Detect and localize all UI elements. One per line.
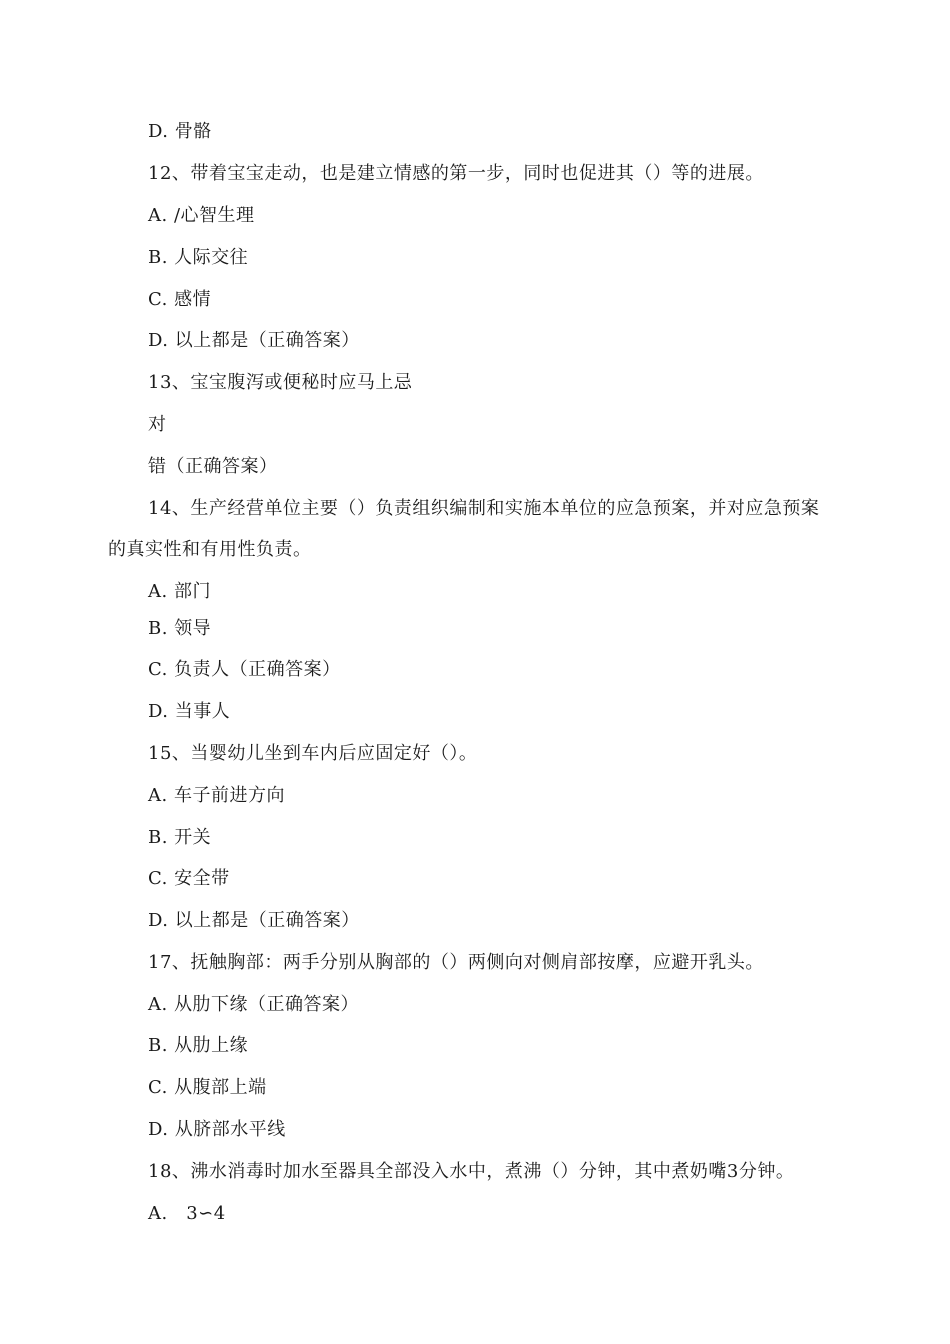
q17-option-a: A. 从肋下缘（正确答案）	[148, 994, 359, 1015]
q14-option-b: B. 领导	[148, 618, 212, 639]
q17-question: 17、抚触胸部：两手分别从胸部的（）两侧向对侧肩部按摩，应避开乳头。	[148, 952, 764, 973]
q11-option-d: D. 骨骼	[148, 121, 212, 142]
q12-option-d: D. 以上都是（正确答案）	[148, 330, 360, 351]
q15-option-a: A. 车子前进方向	[148, 785, 285, 806]
q14-option-c: C. 负责人（正确答案）	[148, 659, 341, 680]
q14-question: 14、生产经营单位主要（）负责组织编制和实施本单位的应急预案，并对应急预案	[148, 498, 820, 519]
q18-option-a: A. 3∽4	[148, 1203, 226, 1224]
q18-question: 18、沸水消毒时加水至器具全部没入水中，煮沸（）分钟，其中煮奶嘴3分钟。	[148, 1161, 795, 1182]
q17-option-b: B. 从肋上缘	[148, 1035, 249, 1056]
q17-option-c: C. 从腹部上端	[148, 1077, 267, 1098]
q14-option-d: D. 当事人	[148, 701, 231, 722]
q15-question: 15、当婴幼儿坐到车内后应固定好（）。	[148, 743, 478, 764]
q14-option-a: A. 部门	[148, 581, 211, 602]
q13-option-false: 错（正确答案）	[148, 456, 278, 477]
q12-option-b: B. 人际交往	[148, 247, 249, 268]
q12-question: 12、带着宝宝走动，也是建立情感的第一步，同时也促进其（）等的进展。	[148, 163, 764, 184]
q15-option-b: B. 开关	[148, 827, 212, 848]
q13-question: 13、宝宝腹泻或便秘时应马上忌	[148, 372, 413, 393]
q15-option-c: C. 安全带	[148, 868, 230, 889]
q12-option-c: C. 感情	[148, 289, 212, 310]
q13-option-true: 对	[148, 414, 167, 435]
q15-option-d: D. 以上都是（正确答案）	[148, 910, 360, 931]
q12-option-a: A. /心智生理	[148, 205, 255, 226]
q14-question-continued: 的真实性和有用性负责。	[108, 539, 312, 560]
q17-option-d: D. 从脐部水平线	[148, 1119, 286, 1140]
